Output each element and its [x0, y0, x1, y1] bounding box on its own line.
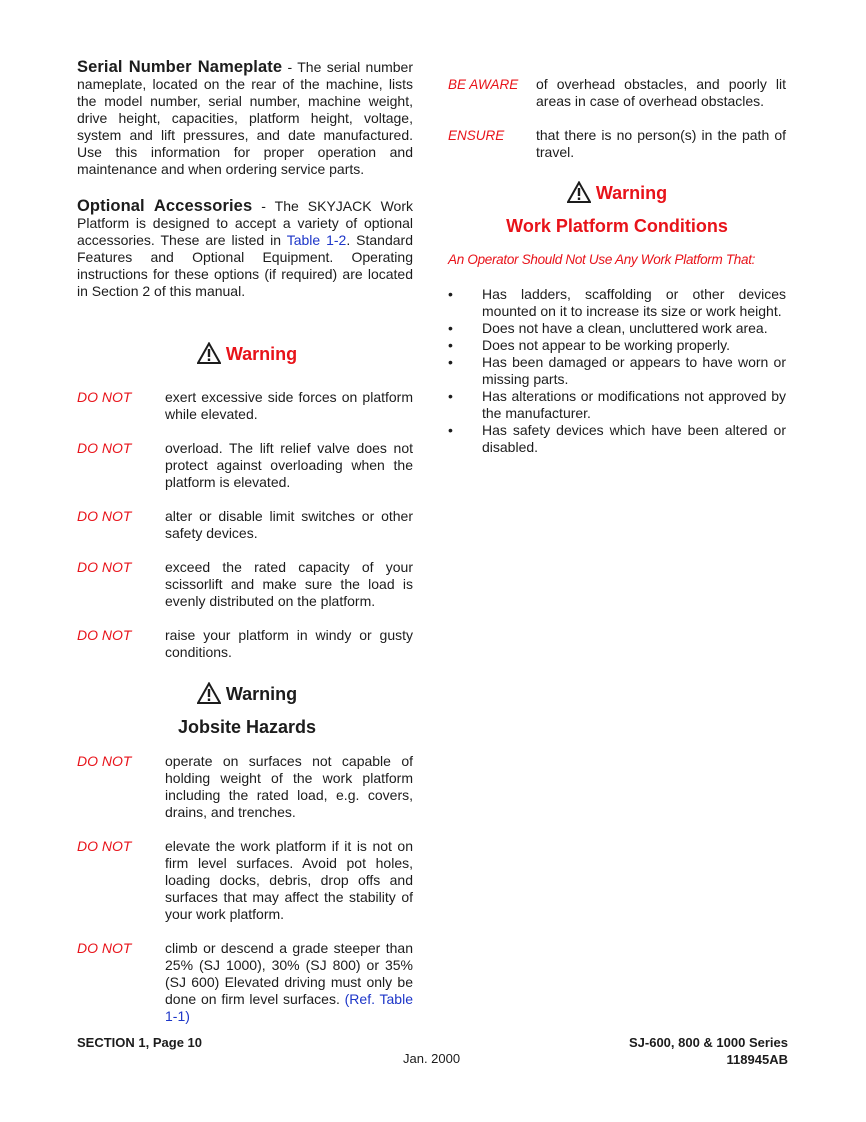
warning-2-item-1 [77, 753, 417, 821]
warning-1-item-2 [77, 440, 417, 491]
warning-title: Warning [225, 344, 298, 364]
do-not-tag: DO NOT [77, 753, 132, 769]
do-not-tag: DO NOT [77, 508, 132, 524]
warning-triangle-icon [567, 181, 591, 208]
warning-1-item-4 [77, 559, 417, 610]
optional-accessories-paragraph [77, 198, 413, 300]
warning-item-text: raise your platform in windy or gusty conditions. [165, 627, 413, 660]
warning-triangle-icon [197, 342, 221, 369]
do-not-tag: DO NOT [77, 838, 132, 854]
optional-accessories-text-a: - The SKYJACK Work Platform is designed to accept a variety of optional accessories. These are listed in [77, 198, 413, 248]
warning-item-text: elevate the work platform if it is not on firm level surfaces. Avoid pot holes, loading docks, debris, drop offs and surfaces that may affect the stability of your work platform. [165, 838, 413, 922]
warning-heading-2 [77, 682, 417, 738]
warning-item-text: exceed the rated capacity of your scissorlift and make sure the load is evenly distributed on the platform. [165, 559, 413, 609]
table-1-1-link[interactable]: (Ref. Table 1-1) [165, 991, 413, 1024]
warning-item-text: overload. The lift relief valve does not protect against overloading when the platform is elevated. [165, 440, 413, 490]
warning-1-item-5 [77, 627, 417, 661]
serial-nameplate-heading: Serial Number Nameplate [77, 58, 283, 76]
operator-lead-text: An Operator Should Not Use Any Work Platform That: [448, 252, 756, 267]
do-not-tag: DO NOT [77, 440, 132, 456]
warning-item-text: operate on surfaces not capable of holding weight of the work platform including the rated load, e.g. covers, drains, and trenches. [165, 753, 413, 820]
warning-2-item-2 [77, 838, 417, 923]
warning-item-text-a: climb or descend a grade steeper than 25% (SJ 1000), 30% (SJ 800) or 35% (SJ 600) Elevated driving must only be done on firm level surfaces. [165, 940, 413, 1007]
serial-nameplate-text: - The serial number nameplate, located on the rear of the machine, lists the model number, serial number, machine weight, drive height, capacities, platform height, voltage, system and lift pressures, and date manufactured. Use this information for proper operation and maintenance and when ordering service parts. [77, 59, 413, 177]
list-item: • Has ladders, scaffolding or other devices mounted on it to increase its size or work height. [448, 286, 786, 320]
warning-title: Warning [595, 183, 668, 203]
serial-nameplate-paragraph [77, 59, 413, 178]
ensure-text: that there is no person(s) in the path of travel. [536, 127, 786, 160]
warning-1-item-3 [77, 508, 417, 542]
do-not-tag: DO NOT [77, 389, 132, 405]
warning-title: Warning [225, 684, 298, 704]
be-aware-text: of overhead obstacles, and poorly lit areas in case of overhead obstacles. [536, 76, 786, 109]
do-not-tag: DO NOT [77, 559, 132, 575]
list-item: • Has been damaged or appears to have worn or missing parts. [448, 354, 786, 388]
warning-heading-1 [77, 342, 417, 369]
be-aware-tag: BE AWARE [448, 77, 519, 92]
warning-1-item-1 [77, 389, 417, 423]
footer-section-page: SECTION 1, Page 10 [77, 1035, 202, 1050]
warning-triangle-icon [197, 682, 221, 709]
warning-heading-3 [446, 181, 788, 237]
do-not-tag: DO NOT [77, 940, 132, 956]
optional-accessories-heading: Optional Accessories [77, 197, 253, 215]
list-item: • Does not appear to be working properly. [448, 337, 786, 354]
ensure-item [448, 127, 788, 161]
conditions-bullet-list [448, 286, 786, 456]
footer-series: SJ-600, 800 & 1000 Series [628, 1035, 788, 1050]
list-item: • Has alterations or modifications not approved by the manufacturer. [448, 388, 786, 422]
be-aware-item [448, 76, 788, 110]
optional-accessories-text-b: . Standard Features and Optional Equipment. Operating instructions for these options (if required) are located in Section 2 of this manual. [77, 232, 413, 299]
work-platform-conditions-title: Work Platform Conditions [506, 216, 728, 236]
ensure-tag: ENSURE [448, 128, 505, 143]
warning-2-item-3 [77, 940, 417, 1025]
list-item: • Does not have a clean, uncluttered work area. [448, 320, 786, 337]
list-item: • Has safety devices which have been altered or disabled. [448, 422, 786, 456]
warning-item-text [165, 940, 413, 1025]
warning-item-text: alter or disable limit switches or other safety devices. [165, 508, 413, 541]
footer-part-number: 118945AB [726, 1052, 788, 1067]
table-1-2-link[interactable]: Table 1-2 [286, 232, 347, 248]
warning-item-text: exert excessive side forces on platform while elevated. [165, 389, 413, 422]
jobsite-hazards-title: Jobsite Hazards [177, 717, 317, 737]
footer-date: Jan. 2000 [403, 1051, 461, 1066]
do-not-tag: DO NOT [77, 627, 132, 643]
